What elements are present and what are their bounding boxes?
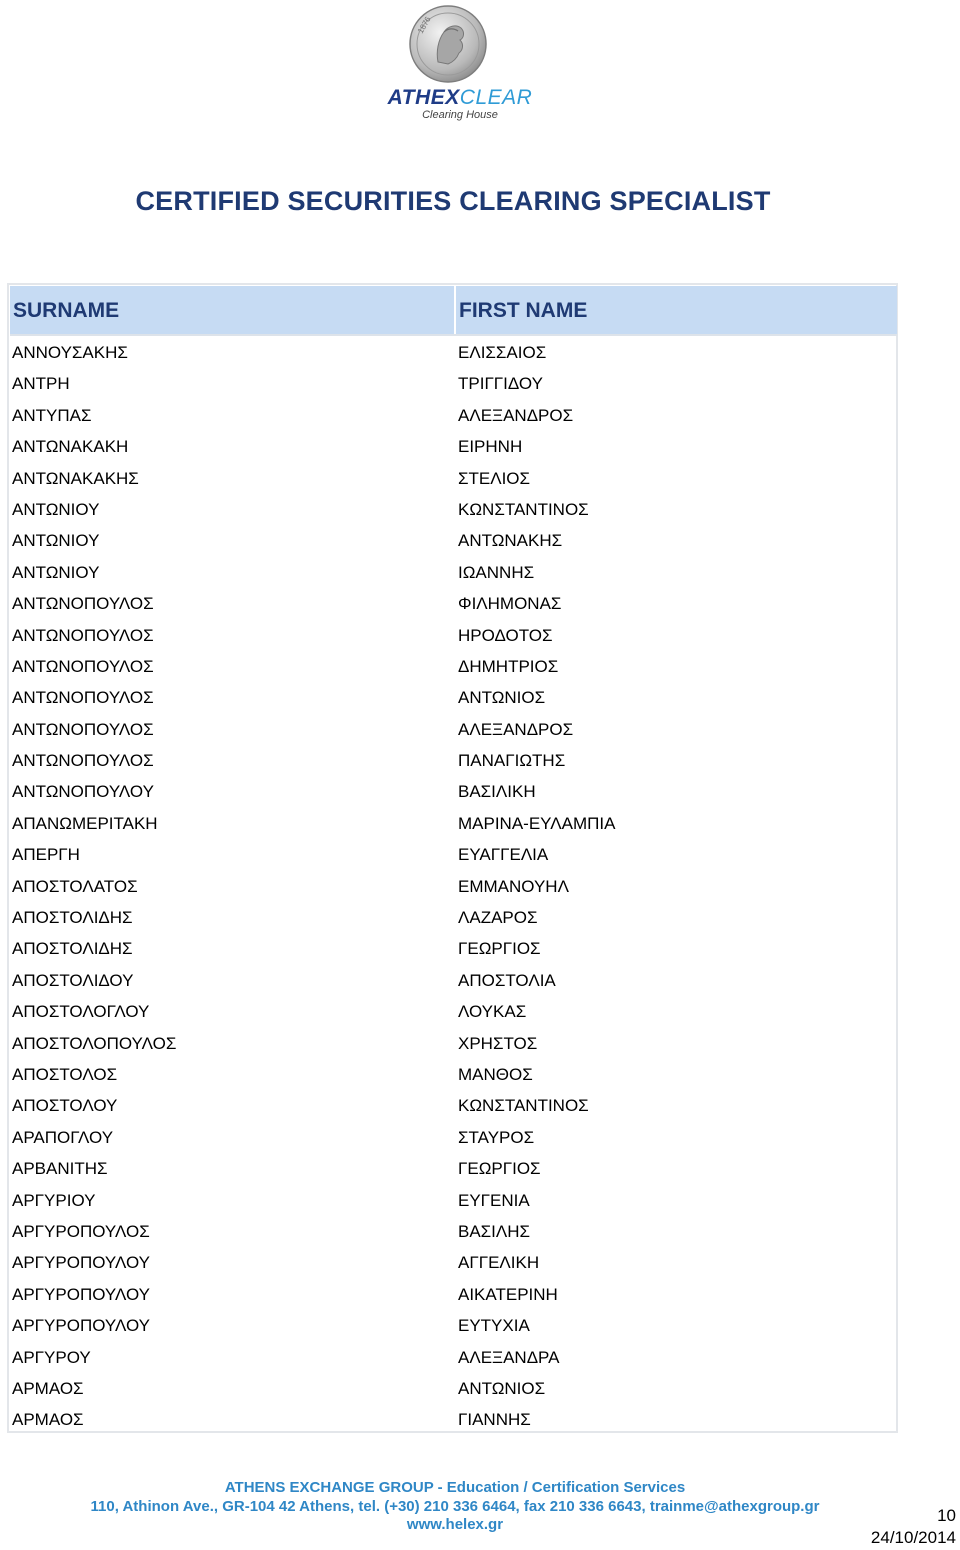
first-name-cell: ΑΝΤΩΝΙΟΣ [458, 688, 546, 708]
first-name-cell: ΔΗΜΗΤΡΙΟΣ [458, 656, 559, 676]
first-name-cell: ΑΛΕΞΑΝΔΡΑ [458, 1347, 560, 1367]
first-name-cell: ΜΑΡΙΝΑ-ΕΥΛΑΜΠΙΑ [458, 813, 616, 833]
surname-cell: ΑΠΟΣΤΟΛΟΥ [12, 1096, 118, 1116]
surname-cell: ΑΝΤΩΝΑΚΑΚΗ [12, 437, 129, 457]
first-name-cell: ΗΡΟΔΟΤΟΣ [458, 625, 553, 645]
first-name-cell: ΣΤΕΛΙΟΣ [458, 468, 531, 488]
page-number: 10 [937, 1506, 956, 1525]
surname-cell: ΑΝΝΟΥΣΑΚΗΣ [12, 343, 128, 362]
first-name-cell: ΣΤΑΥΡΟΣ [458, 1127, 535, 1147]
first-name-cell: ΕΛΙΣΣΑΙΟΣ [458, 343, 547, 362]
surname-cell: ΑΝΤΩΝΟΠΟΥΛΟΣ [12, 656, 154, 676]
table-row [9, 996, 896, 1027]
first-name-cell: ΕΥΤΥΧΙΑ [458, 1316, 530, 1336]
first-name-cell: ΛΟΥΚΑΣ [458, 1002, 527, 1022]
table-row [9, 1373, 896, 1404]
surname-cell: ΑΝΤΩΝΟΠΟΥΛΟΣ [12, 751, 154, 771]
brand-part-athex: ATHEX [387, 86, 460, 109]
first-name-cell: ΚΩΝΣΤΑΝΤΙΝΟΣ [458, 1096, 589, 1116]
table-row [9, 494, 896, 525]
first-name-cell: ΑΛΕΞΑΝΔΡΟΣ [458, 405, 574, 425]
table-row [9, 1090, 896, 1121]
first-name-cell: ΒΑΣΙΛΙΚΗ [458, 782, 536, 802]
table-row [9, 965, 896, 996]
first-name-column-header: FIRST NAME [459, 299, 588, 322]
surname-cell: ΑΡΓΥΡΟΠΟΥΛΟΥ [12, 1284, 150, 1304]
coin-emblem-icon [408, 4, 488, 84]
table-row [9, 808, 896, 839]
coin-year-text: 1876 [415, 15, 433, 35]
table-row [9, 745, 896, 776]
table-row [9, 337, 896, 368]
footer-organization: ATHENS EXCHANGE GROUP - Education / Certification Services [224, 1479, 686, 1496]
table-row [9, 871, 896, 902]
first-name-cell: ΓΕΩΡΓΙΟΣ [458, 1159, 541, 1179]
surname-cell: ΑΝΤΩΝΟΠΟΥΛΟΣ [12, 688, 154, 708]
table-row [9, 1185, 896, 1216]
first-name-cell: ΕΙΡΗΝΗ [458, 437, 523, 457]
first-name-cell: ΛΑΖΑΡΟΣ [458, 908, 538, 928]
table-row [9, 431, 896, 462]
footer-website: www.helex.gr [406, 1516, 504, 1533]
surname-cell: ΑΝΤΩΝΟΠΟΥΛΟΣ [12, 625, 154, 645]
table-row [9, 1028, 896, 1059]
table-row [9, 1342, 896, 1373]
first-name-cell: ΤΡΙΓΓΙΔΟΥ [458, 374, 543, 394]
surname-cell: ΑΠΟΣΤΟΛΟΣ [12, 1064, 118, 1084]
table-row [9, 776, 896, 807]
table-row [9, 682, 896, 713]
first-name-cell: ΑΛΕΞΑΝΔΡΟΣ [458, 719, 574, 739]
first-name-cell: ΠΑΝΑΓΙΩΤΗΣ [458, 751, 566, 771]
surname-cell: ΑΡΜΑΟΣ [12, 1410, 84, 1430]
surname-cell: ΑΡΓΥΡΟΠΟΥΛΟΥ [12, 1253, 150, 1273]
table-row [9, 1279, 896, 1310]
table-row [9, 651, 896, 682]
surname-cell: ΑΡΓΥΡΟΥ [12, 1347, 91, 1367]
table-row [9, 463, 896, 494]
surname-cell: ΑΝΤΥΠΑΣ [12, 405, 92, 425]
surname-cell: ΑΝΤΩΝΟΠΟΥΛΟΣ [12, 594, 154, 614]
first-name-cell: ΕΥΑΓΓΕΛΙΑ [458, 845, 549, 865]
table-row [9, 588, 896, 619]
table-row [9, 902, 896, 933]
first-name-cell: ΕΜΜΑΝΟΥΗΛ [458, 876, 569, 896]
surname-column-header: SURNAME [13, 299, 120, 322]
surname-cell: ΑΡΓΥΡΙΟΥ [12, 1190, 96, 1210]
surname-cell: ΑΝΤΩΝΟΠΟΥΛΟΥ [12, 782, 154, 802]
surname-cell: ΑΡΜΑΟΣ [12, 1378, 84, 1398]
table-row [9, 933, 896, 964]
table-row [9, 1122, 896, 1153]
table-row [9, 1216, 896, 1247]
surname-cell: ΑΝΤΩΝΙΟΥ [12, 562, 100, 582]
table-row [9, 557, 896, 588]
first-name-cell: ΑΓΓΕΛΙΚΗ [458, 1253, 540, 1273]
surname-cell: ΑΠΑΝΩΜΕΡΙΤΑΚΗ [12, 813, 158, 833]
first-name-cell: ΜΑΝΘΟΣ [458, 1064, 533, 1084]
first-name-cell: ΒΑΣΙΛΗΣ [458, 1221, 531, 1241]
surname-cell: ΑΡΒΑΝΙΤΗΣ [12, 1159, 108, 1179]
surname-cell: ΑΠΟΣΤΟΛΙΔΗΣ [12, 908, 133, 928]
first-name-cell: ΧΡΗΣΤΟΣ [458, 1033, 538, 1053]
first-name-cell: ΓΙΑΝΝΗΣ [458, 1410, 531, 1430]
table-row [9, 1310, 896, 1341]
table-body [9, 337, 896, 1436]
brand-wordmark [370, 86, 550, 110]
table-row [9, 1153, 896, 1184]
table-row [9, 714, 896, 745]
surname-cell: ΑΝΤΩΝΟΠΟΥΛΟΣ [12, 719, 154, 739]
first-name-cell: ΑΝΤΩΝΙΟΣ [458, 1378, 546, 1398]
table-row [9, 1247, 896, 1278]
page-date: 24/10/2014 [870, 1528, 956, 1547]
table-row [9, 839, 896, 870]
surname-cell: ΑΡΓΥΡΟΠΟΥΛΟΥ [12, 1316, 150, 1336]
first-name-cell: ΙΩΑΝΝΗΣ [458, 562, 535, 582]
table-row [9, 1404, 896, 1435]
surname-cell: ΑΝΤΡΗ [12, 374, 70, 394]
table-row [9, 400, 896, 431]
surname-cell: ΑΝΤΩΝΑΚΑΚΗΣ [12, 468, 139, 488]
surname-cell: ΑΠΟΣΤΟΛΑΤΟΣ [12, 876, 138, 896]
first-name-cell: ΑΙΚΑΤΕΡΙΝΗ [458, 1284, 558, 1304]
footer-contact: 110, Athinon Ave., GR-104 42 Athens, tel. (+30) 210 336 6464, fax 210 336 6643, trainme@athexgroup.gr [90, 1498, 820, 1515]
surname-cell: ΑΝΤΩΝΙΟΥ [12, 499, 100, 519]
table-row [9, 1059, 896, 1090]
athexclear-logo [370, 4, 550, 122]
surname-cell: ΑΝΤΩΝΙΟΥ [12, 531, 100, 551]
brand-part-clear: CLEAR [459, 86, 533, 109]
surname-cell: ΑΠΕΡΓΗ [12, 845, 80, 865]
first-name-cell: ΑΝΤΩΝΑΚΗΣ [458, 531, 563, 551]
surname-cell: ΑΠΟΣΤΟΛΙΔΟΥ [12, 970, 134, 990]
specialists-table [7, 283, 898, 1433]
first-name-cell: ΦΙΛΗΜΟΝΑΣ [458, 594, 562, 614]
table-row [9, 620, 896, 651]
table-row [9, 525, 896, 556]
first-name-cell: ΕΥΓΕΝΙΑ [458, 1190, 530, 1210]
column-divider [454, 286, 456, 334]
surname-cell: ΑΠΟΣΤΟΛΙΔΗΣ [12, 939, 133, 959]
table-header [10, 286, 897, 336]
surname-cell: ΑΡΑΠΟΓΛΟΥ [12, 1127, 114, 1147]
surname-cell: ΑΡΓΥΡΟΠΟΥΛΟΣ [12, 1221, 150, 1241]
first-name-cell: ΑΠΟΣΤΟΛΙΑ [458, 970, 556, 990]
first-name-cell: ΚΩΝΣΤΑΝΤΙΝΟΣ [458, 499, 589, 519]
surname-cell: ΑΠΟΣΤΟΛΟΠΟΥΛΟΣ [12, 1033, 177, 1053]
first-name-cell: ΓΕΩΡΓΙΟΣ [458, 939, 541, 959]
surname-cell: ΑΠΟΣΤΟΛΟΓΛΟΥ [12, 1002, 150, 1022]
document-title: CERTIFIED SECURITIES CLEARING SPECIALIST [135, 186, 771, 216]
table-row [9, 368, 896, 399]
brand-subtitle: Clearing House [422, 109, 498, 121]
